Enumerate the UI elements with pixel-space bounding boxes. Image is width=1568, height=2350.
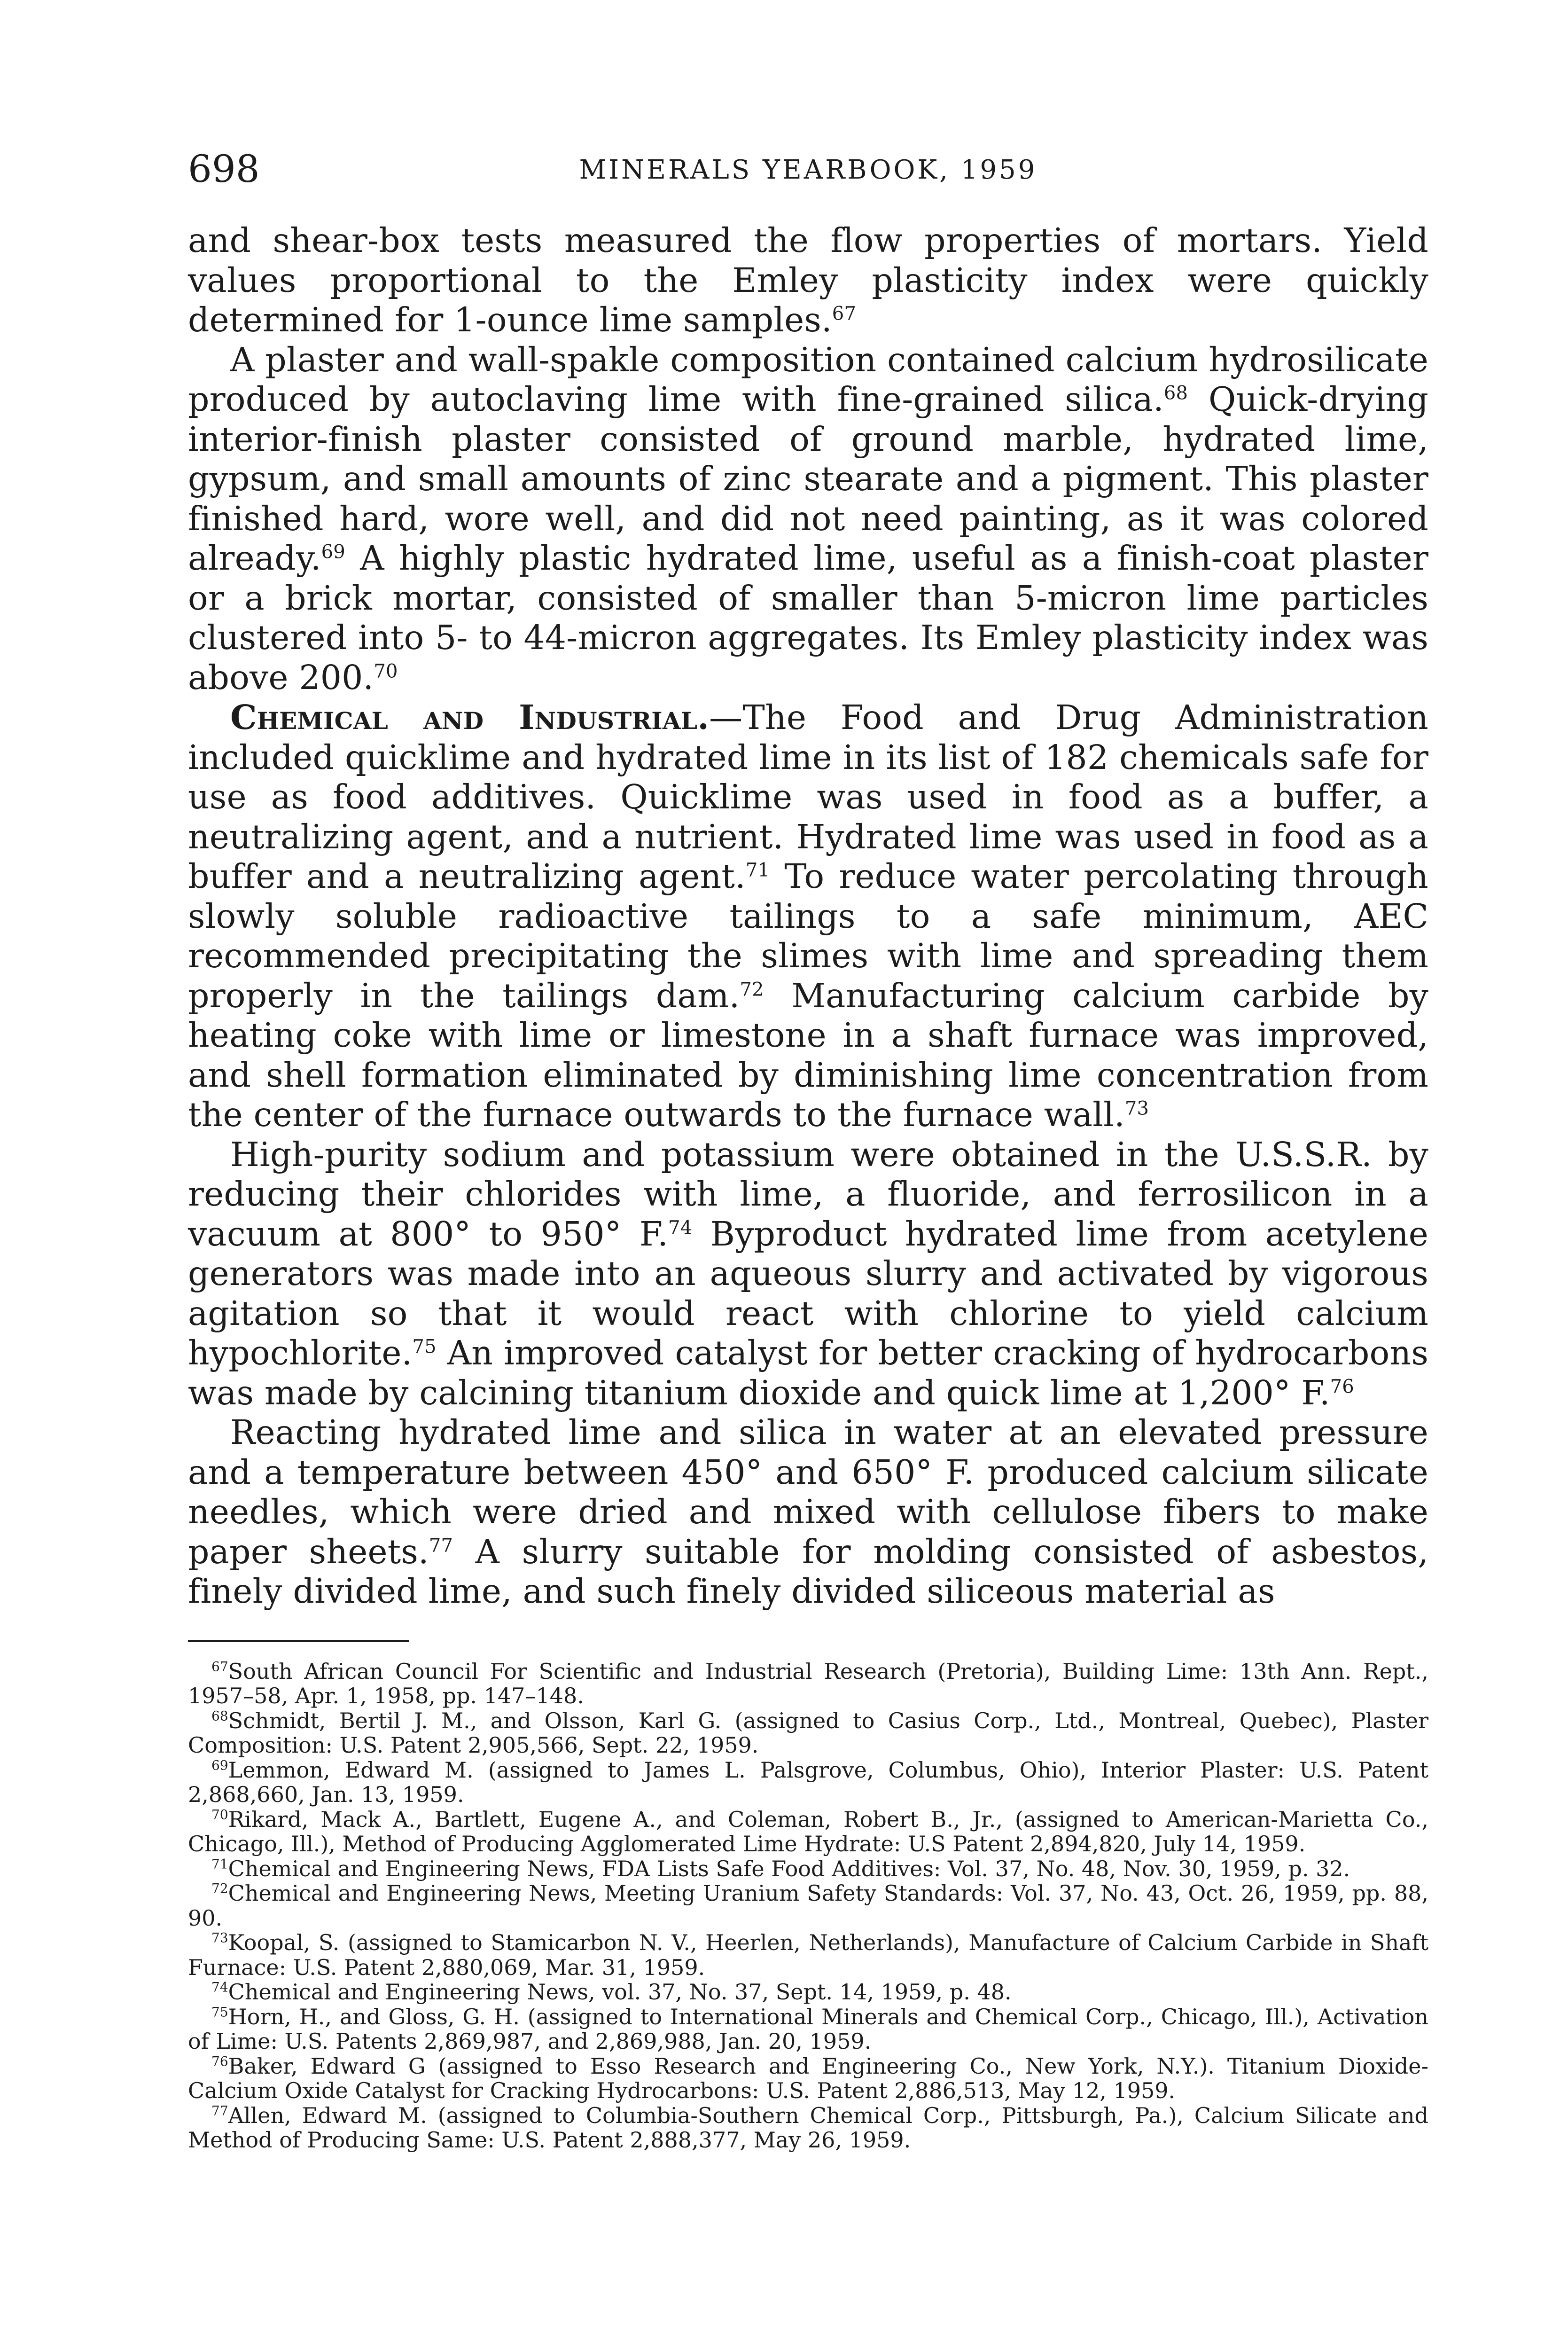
running-title: MINERALS YEARBOOK, 1959 bbox=[579, 155, 1038, 185]
paragraph-4: High-purity sodium and potassium were obtained in the U.S.S.R. by reducing their chlorides with lime, a fluoride, and ferrosilicon in a vacuum at 800° to 950° F.$^{74}$ Byproduct hydrated lime from acetylene generators was made into an aqueous slurry and activated by vigorous agitation so that it would react with chlorine to yield calcium hypochlorite.$^{75}$ An improved catalyst for better cracking of hydrocarbons was made by calcining titanium dioxide and quick lime at 1,200° F.$^{76}$ bbox=[188, 1135, 1428, 1412]
footnote: $^{75}$Horn, H., and Gloss, G. H. (assigned to International Minerals and Chemical Corp., Chicago, Ill.), Activation of Lime: U.S. Patents 2,869,987, and 2,869,988, Jan. 20, 1959. bbox=[188, 2004, 1428, 2054]
footnote-ref: 76 bbox=[1330, 1375, 1354, 1397]
footnotes bbox=[188, 1659, 1428, 2153]
footnote-ref: 67 bbox=[832, 303, 857, 325]
footnote: $^{68}$Schmidt, Bertil J. M., and Olsson, Karl G. (assigned to Casius Corp., Ltd., Montreal, Quebec), Plaster Composition: U.S. Patent 2,905,566, Sept. 22, 1959. bbox=[188, 1708, 1428, 1758]
footnote-ref: 71 bbox=[745, 859, 770, 881]
footnote-ref: 72 bbox=[740, 978, 764, 1000]
section-heading: Chemical and Industrial. bbox=[230, 697, 710, 737]
footnote-divider bbox=[188, 1640, 409, 1642]
paragraph-5: Reacting hydrated lime and silica in water at an elevated pressure and a temperature between 450° and 650° F. produced calcium silicate needles, which were dried and mixed with cellulose fibers to make paper sheets.$^{77}$ A slurry suitable for molding consisted of asbestos, finely divided lime, and such finely divided siliceous material as bbox=[188, 1413, 1429, 1611]
footnote-ref: 70 bbox=[374, 660, 398, 682]
footnote: $^{73}$Koopal, S. (assigned to Stamicarbon N. V., Heerlen, Netherlands), Manufacture of Calcium Carbide in Shaft Furnace: U.S. Patent 2,880,069, Mar. 31, 1959. bbox=[188, 1930, 1428, 1980]
footnote: $^{70}$Rikard, Mack A., Bartlett, Eugene A., and Coleman, Robert B., Jr., (assigned to American-Marietta Co., Chicago, Ill.), Method of Producing Agglomerated Lime Hydrate: U.S Patent 2,894,820, July 14, 1959. bbox=[188, 1806, 1428, 1856]
page bbox=[188, 146, 1428, 2153]
body-text bbox=[188, 221, 1428, 1612]
page-number: 698 bbox=[188, 147, 260, 191]
page-header bbox=[188, 146, 1428, 197]
footnote: $^{67}$South African Council For Scientific and Industrial Research (Pretoria), Building Lime: 13th Ann. Rept., 1957–58, Apr. 1, 1958, pp. 147–148. bbox=[188, 1658, 1428, 1708]
footnote-ref: 74 bbox=[668, 1216, 693, 1238]
footnote: $^{69}$Lemmon, Edward M. (assigned to James L. Palsgrove, Columbus, Ohio), Interior Plaster: U.S. Patent 2,868,660, Jan. 13, 1959. bbox=[188, 1757, 1428, 1807]
footnote-ref: 73 bbox=[1124, 1097, 1149, 1120]
footnote: $^{76}$Baker, Edward G (assigned to Esso Research and Engineering Co., New York, N.Y.). Titanium Dioxide-Calcium Oxide Catalyst for Cracking Hydrocarbons: U.S. Patent 2,886,513, May 12, 1959. bbox=[188, 2053, 1428, 2103]
footnote-ref: 77 bbox=[429, 1534, 453, 1556]
footnote: $^{72}$Chemical and Engineering News, Meeting Uranium Safety Standards: Vol. 37, No. 43, Oct. 26, 1959, pp. 88, 90. bbox=[188, 1880, 1428, 1931]
paragraph-1: and shear-box tests measured the flow properties of mortars. Yield values proportional to the Emley plasticity index were quickly determined for 1-ounce lime samples.$^{67}$ bbox=[188, 221, 1428, 339]
paragraph-2: A plaster and wall-spakle composition contained calcium hydrosilicate produced by autoclaving lime with fine-grained silica.$^{68}$ Quick-drying interior-finish plaster consisted of ground marble, hydrated lime, gypsum, and small amounts of zinc stearate and a pigment. This plaster finished hard, wore well, and did not need painting, as it was colored already.$^{69}$ A highly plastic hydrated lime, useful as a finish-coat plaster or a brick mortar, consisted of smaller than 5-micron lime particles clustered into 5- to 44-micron aggregates. Its Emley plasticity index was above 200.70 bbox=[188, 340, 1428, 697]
footnote: $^{74}$Chemical and Engineering News, vol. 37, No. 37, Sept. 14, 1959, p. 48. bbox=[211, 1979, 1012, 2005]
footnote: $^{71}$Chemical and Engineering News, FDA Lists Safe Food Additives: Vol. 37, No. 48, Nov. 30, 1959, p. 32. bbox=[211, 1856, 1350, 1881]
footnote: $^{77}$Allen, Edward M. (assigned to Columbia-Southern Chemical Corp., Pittsburgh, Pa.), Calcium Silicate and Method of Producing Same: U.S. Patent 2,888,377, May 26, 1959. bbox=[188, 2102, 1428, 2153]
footnote-ref: 69 bbox=[321, 541, 345, 563]
footnote-ref: 68 bbox=[1163, 382, 1188, 404]
footnote-ref: 75 bbox=[412, 1336, 437, 1358]
paragraph-3: Chemical and Industrial.—The Food and Drug Administration included quicklime and hydrated lime in its list of 182 chemicals safe for use as food additives. Quicklime was used in food as a buffer, a neutralizing agent, and a nutrient. Hydrated lime was used in food as a buffer and a neutralizing agent.$^{71}$ To reduce water percolating through slowly soluble radioactive tailings to a safe minimum, AEC recommended precipitating the slimes with lime and spreading them properly in the tailings dam.$^{72}$ Manufacturing calcium carbide by heating coke with lime or limestone in a shaft furnace was improved, and shell formation eliminated by diminishing lime concentration from the center of the furnace outwards to the furnace wall.$^{73}$ bbox=[188, 697, 1428, 1134]
